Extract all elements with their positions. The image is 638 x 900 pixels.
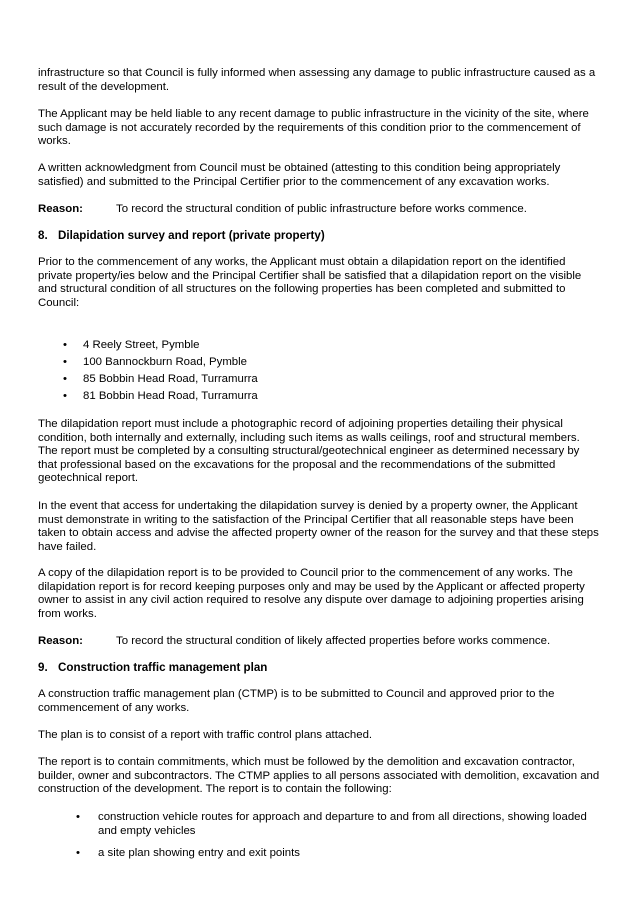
- section-heading-9: [38, 661, 600, 675]
- reason-label: Reason:: [38, 203, 83, 215]
- bullet-icon: •: [76, 847, 80, 859]
- paragraph: A copy of the dilapidation report is to be provided to Council prior to the commencement of any works. The dilapidation report is for record keeping purposes only and may be used by the Applicant or affected property owner to assist in any civil action required to resolve any dispute over damage to adjoining properties arising from works.: [38, 567, 585, 620]
- bullet-icon: •: [76, 811, 80, 823]
- paragraph: The dilapidation report must include a photographic record of adjoining properties detailing their physical condition, both internally and externally, including such items as walls ceilings, roof and structural members. The report must be completed by a consulting structural/geotechnical engineer as determined necessary by that professional based on the excavations for the proposal and the recommendations of the submitted geotechnical report.: [38, 418, 580, 484]
- paragraph: The plan is to consist of a report with traffic control plans attached.: [38, 729, 373, 741]
- bullet-icon: •: [63, 356, 67, 368]
- paragraph: A construction traffic management plan (CTMP) is to be submitted to Council and approved prior to the commencement of any works.: [38, 688, 555, 714]
- section-heading-8: [38, 229, 600, 243]
- paragraph: The report is to contain commitments, which must be followed by the demolition and excavation contractor, builder, owner and subcontractors. The CTMP applies to all persons associated with demolition, excavation and construction of the development. The report is to contain the following:: [38, 756, 600, 795]
- paragraph: A written acknowledgment from Council must be obtained (attesting to this condition being appropriately satisfied) and submitted to the Principal Certifier prior to the commencement of any excavation works.: [38, 162, 561, 188]
- section-title: Construction traffic management plan: [58, 661, 268, 674]
- ctmp-item-text: a site plan showing entry and exit points: [98, 847, 300, 859]
- property-address: 85 Bobbin Head Road, Turramurra: [83, 373, 258, 385]
- property-address: 100 Bannockburn Road, Pymble: [83, 356, 248, 368]
- reason-label: Reason:: [38, 635, 83, 647]
- paragraph: In the event that access for undertaking the dilapidation survey is denied by a property owner, the Applicant must demonstrate in writing to the satisfaction of the Principal Certifier that all reasonable steps have been taken to obtain access and advise the affected property owner of the reason for the survey and that these steps have failed.: [38, 500, 599, 553]
- ctmp-item-text: construction vehicle routes for approach and departure to and from all directions, showing loaded and empty vehicles: [98, 811, 587, 837]
- bullet-icon: •: [63, 373, 67, 385]
- bullet-icon: •: [63, 390, 67, 402]
- section-title: Dilapidation survey and report (private property): [58, 229, 325, 242]
- section-number: 8.: [38, 229, 48, 242]
- paragraph: infrastructure so that Council is fully informed when assessing any damage to public infrastructure caused as a result of the development.: [38, 67, 596, 93]
- bullet-icon: •: [63, 339, 67, 351]
- reason-text: To record the structural condition of public infrastructure before works commence.: [116, 203, 527, 215]
- property-address: 81 Bobbin Head Road, Turramurra: [83, 390, 258, 402]
- reason-text: To record the structural condition of likely affected properties before works commence.: [116, 635, 551, 647]
- paragraph: The Applicant may be held liable to any recent damage to public infrastructure in the vicinity of the site, where such damage is not accurately recorded by the requirements of this condition prior to the commencement of works.: [38, 108, 589, 147]
- section-number: 9.: [38, 661, 48, 674]
- paragraph: Prior to the commencement of any works, the Applicant must obtain a dilapidation report on the identified private property/ies below and the Principal Certifier shall be satisfied that a dilapidation report on the visible and structural condition of all structures on the following properties has been completed and submitted to Council:: [38, 256, 582, 309]
- property-address: 4 Reely Street, Pymble: [83, 339, 200, 351]
